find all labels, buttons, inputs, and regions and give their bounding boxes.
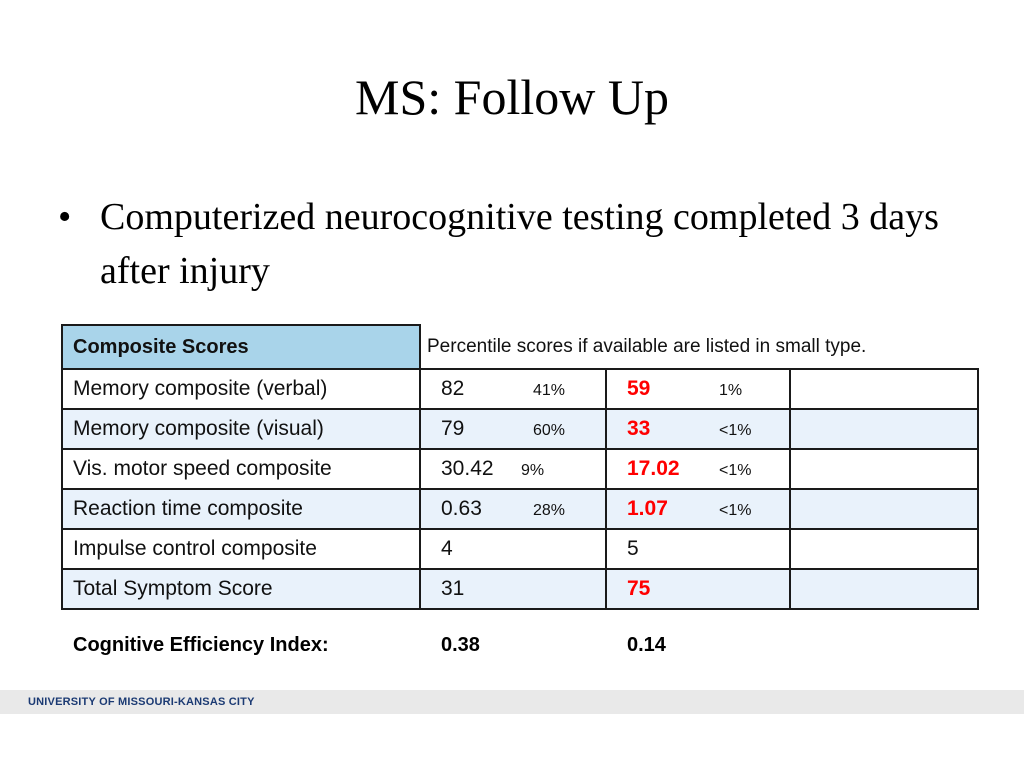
followup-value: 33 bbox=[627, 417, 651, 440]
followup-value: 1.07 bbox=[627, 497, 668, 520]
followup-percentile: 1% bbox=[719, 382, 743, 399]
baseline-percentile: 9% bbox=[521, 462, 545, 479]
baseline-value: 30.42 bbox=[441, 457, 494, 480]
followup-value: 59 bbox=[627, 377, 651, 400]
row-name: Memory composite (visual) bbox=[62, 409, 420, 449]
table-row bbox=[62, 449, 978, 489]
composite-scores-header: Composite Scores bbox=[62, 325, 420, 369]
empty-cell bbox=[790, 529, 978, 569]
table-row bbox=[62, 529, 978, 569]
table-row bbox=[62, 369, 978, 409]
baseline-percentile: 60% bbox=[533, 422, 566, 439]
table-row bbox=[62, 489, 978, 529]
baseline-value: 4 bbox=[441, 537, 453, 560]
followup-percentile: <1% bbox=[719, 502, 752, 519]
empty-cell bbox=[790, 569, 978, 609]
followup-cell bbox=[606, 449, 790, 489]
baseline-cell bbox=[420, 569, 606, 609]
table-header-row bbox=[62, 325, 978, 369]
composite-scores-table bbox=[61, 324, 979, 610]
cei-followup-value: 0.14 bbox=[627, 634, 666, 656]
row-name: Reaction time composite bbox=[62, 489, 420, 529]
baseline-value: 82 bbox=[441, 377, 465, 400]
baseline-cell bbox=[420, 489, 606, 529]
footer-bar bbox=[0, 690, 1024, 714]
followup-cell bbox=[606, 569, 790, 609]
row-name: Vis. motor speed composite bbox=[62, 449, 420, 489]
row-name: Impulse control composite bbox=[62, 529, 420, 569]
bullet-item bbox=[58, 190, 988, 298]
cei-baseline-value: 0.38 bbox=[441, 634, 480, 656]
followup-cell bbox=[606, 489, 790, 529]
followup-value: 17.02 bbox=[627, 457, 680, 480]
table-row bbox=[62, 409, 978, 449]
footer-university-name: UNIVERSITY OF MISSOURI-KANSAS CITY bbox=[28, 696, 255, 708]
baseline-percentile: 41% bbox=[533, 382, 566, 399]
empty-cell bbox=[790, 369, 978, 409]
followup-value: 5 bbox=[627, 537, 639, 560]
baseline-cell bbox=[420, 409, 606, 449]
baseline-value: 31 bbox=[441, 577, 465, 600]
baseline-cell bbox=[420, 449, 606, 489]
followup-percentile: <1% bbox=[719, 462, 752, 479]
table-row bbox=[62, 569, 978, 609]
baseline-cell bbox=[420, 369, 606, 409]
followup-percentile: <1% bbox=[719, 422, 752, 439]
row-name: Total Symptom Score bbox=[62, 569, 420, 609]
followup-cell bbox=[606, 409, 790, 449]
slide-title: MS: Follow Up bbox=[355, 69, 669, 125]
empty-cell bbox=[790, 409, 978, 449]
cei-label: Cognitive Efficiency Index: bbox=[73, 634, 329, 656]
baseline-percentile: 28% bbox=[533, 502, 566, 519]
baseline-value: 79 bbox=[441, 417, 465, 440]
row-name: Memory composite (verbal) bbox=[62, 369, 420, 409]
bullet-text: Computerized neurocognitive testing completed 3 days after injury bbox=[100, 196, 939, 292]
followup-cell bbox=[606, 369, 790, 409]
baseline-value: 0.63 bbox=[441, 497, 482, 520]
empty-cell bbox=[790, 449, 978, 489]
baseline-cell bbox=[420, 529, 606, 569]
bullet-marker: • bbox=[58, 196, 72, 238]
empty-cell bbox=[790, 489, 978, 529]
followup-value: 75 bbox=[627, 577, 651, 600]
percentile-note: Percentile scores if available are listed in small type. bbox=[427, 335, 867, 357]
followup-cell bbox=[606, 529, 790, 569]
